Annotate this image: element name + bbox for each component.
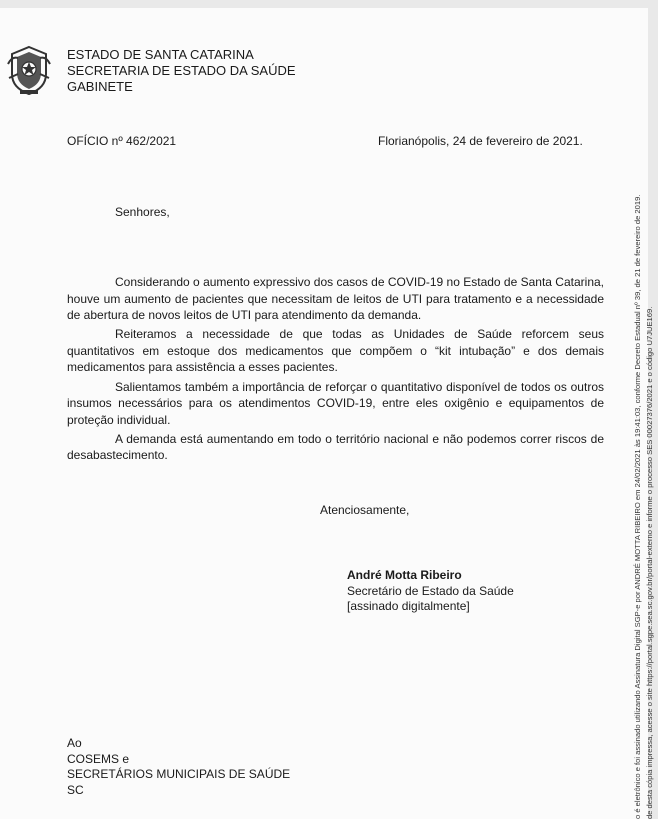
addressee: [67, 736, 290, 798]
body-paragraph: Reiteramos a necessidade de que todas as Unidades de Saúde reforcem seus quantitativos em estoque dos medicamentos que compõem o “kit intubação” e dos demais medicamentos para assistência a esses pacientes.: [67, 327, 604, 375]
letter-body: [67, 274, 604, 467]
body-paragraph: Considerando o aumento expressivo dos casos de COVID-19 no Estado de Santa Catarina, houve um aumento de pacientes que necessitam de leitos de UTI para tratamento e a necessidade de abertura de novos leitos de UTI para atendimento da demanda.: [67, 275, 604, 323]
signature-block: [347, 568, 514, 615]
body-paragraph: Salientamos também a importância de reforçar o quantitativo disponível de todos os outros insumos necessários para os atendimentos COVID-19, entre eles oxigênio e equipamentos de proteção individual.: [67, 379, 604, 427]
letterhead-state: ESTADO DE SANTA CATARINA: [67, 47, 254, 62]
signature-note: [assinado digitalmente]: [347, 599, 470, 613]
body-paragraph: A demanda está aumentando em todo o território nacional e não podemos correr riscos de desabastecimento.: [67, 431, 604, 463]
letterhead-office: GABINETE: [67, 79, 133, 94]
signatory-name: André Motta Ribeiro: [347, 568, 462, 582]
date-line: Florianópolis, 24 de fevereiro de 2021.: [378, 134, 583, 148]
notice-line: o é eletrônico e foi assinado utilizando Assinatura Digital SGP-e por ANDRÉ MOTTA RIBEIRO em 24/02/2021 às 19:41:03, conforme Decreto Estadual nº 39, de 21 de fevereiro de 2019.: [633, 194, 642, 819]
document-page: [0, 8, 648, 819]
signatory-title: Secretário de Estado da Saúde: [347, 583, 514, 598]
state-coat-of-arms-icon: [6, 44, 52, 96]
addressee-line: SECRETÁRIOS MUNICIPAIS DE SAÚDE: [67, 767, 291, 781]
addressee-line: COSEMS e: [67, 751, 130, 766]
addressee-line: Ao: [67, 736, 82, 750]
letterhead-department: SECRETARIA DE ESTADO DA SAÚDE: [67, 63, 296, 78]
digital-signature-notice: [632, 195, 656, 819]
salutation: Senhores,: [115, 205, 170, 219]
closing: Atenciosamente,: [320, 503, 410, 517]
document-reference: OFÍCIO nº 462/2021: [67, 134, 177, 148]
addressee-line: SC: [67, 782, 84, 797]
notice-line: de desta cópia impressa, acesse o site https://portal.sgpe.sea.sc.gov.br/portal-externo e informe o processo SES 00027376/2021 e o código U7JUE169.: [645, 306, 654, 819]
letterhead: [67, 47, 296, 95]
